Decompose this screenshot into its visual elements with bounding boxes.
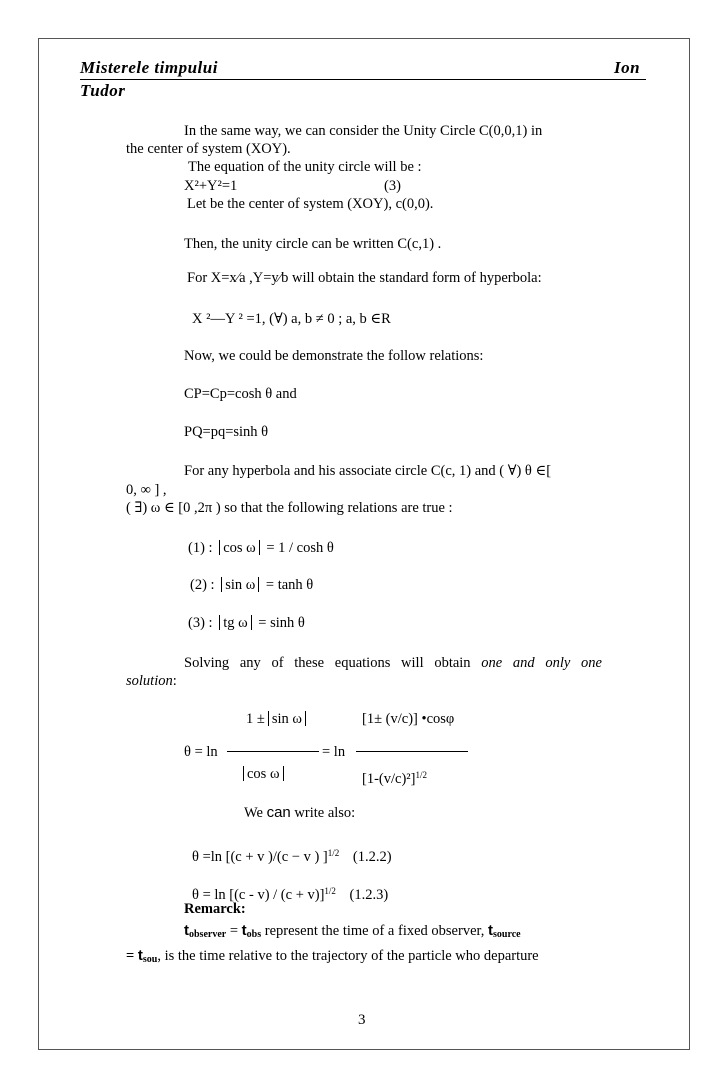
paragraph-line: Then, the unity circle can be written C(c,1) . [184, 236, 442, 252]
remark-title: Remarck: [184, 901, 246, 917]
relation-2 [190, 576, 313, 594]
paragraph-line: 0, ∞ ] , [126, 482, 167, 498]
page-number: 3 [358, 1012, 366, 1028]
paragraph-line: For any hyperbola and his associate circle C(c, 1) and ( ∀) θ ∈[ [184, 463, 552, 479]
relation-value: = 1 / cosh θ [266, 540, 334, 556]
fraction-numerator-right: [1± (v/c)] •cosφ [362, 711, 455, 727]
equation-cp: CP=Cp=cosh θ and [184, 386, 297, 402]
paragraph-line: Now, we could be demonstrate the follow relations: [184, 348, 484, 364]
fraction-numerator-left: 1 ± sin ω [246, 710, 309, 728]
paragraph-line: Solving any of these equations will obtain one and only one [184, 655, 602, 671]
relation-1 [188, 539, 334, 557]
fraction-bar-left [227, 751, 319, 752]
equals-ln: = ln [322, 744, 346, 760]
paragraph-line: We can write also: [244, 804, 356, 821]
relation-value: = sinh θ [258, 615, 305, 631]
paragraph-line: the center of system (XOY). [126, 141, 291, 157]
remark-line: = $t_{sou}$, is the time relative to the trajectory of the particle who departure [126, 947, 539, 965]
equation-number: (1.2.2) [352, 849, 392, 865]
paragraph-line: ( ∃) ω ∈ [0 ,2π ) so that the following relations are true : [126, 500, 453, 516]
paragraph-line: The equation of the unity circle will be : [188, 159, 422, 175]
relation-3 [188, 614, 305, 632]
equation-pq: PQ=pq=sinh θ [184, 424, 269, 440]
paragraph-line: For X=x∕a ,Y=y∕b will obtain the standard form of hyperbola: [187, 270, 542, 286]
fraction-denominator-left: cos ω [240, 765, 287, 783]
equation-number: (1.2.3) [349, 887, 389, 903]
header-author-surname: Ion [614, 58, 641, 77]
equation-1-2-3: $\theta = \ln [(c - v) / (c + v)]^{1/2}$ (1.2.3) [192, 886, 389, 903]
header-title: Misterele timpului [80, 58, 218, 77]
relation-expr: sin ω [225, 577, 256, 593]
relation-expr: cos ω [223, 540, 256, 556]
fraction-denominator-right: $[1-(v/c)^2]^{1/2}$ [362, 770, 427, 787]
theta-equals: θ = ln [184, 744, 218, 760]
emphasis: one and only one [481, 655, 602, 671]
header-underline [80, 79, 646, 80]
relation-expr: tg ω [223, 615, 248, 631]
paragraph-line: solution: [126, 673, 177, 689]
relation-label: (2) : [190, 577, 215, 593]
equation-hyperbola: X ²—Y ² =1, (∀) a, b ≠ 0 ; a, b ∈R [192, 311, 391, 327]
paragraph-line: In the same way, we can consider the Unity Circle C(0,0,1) in [184, 123, 543, 139]
relation-label: (1) : [188, 540, 213, 556]
equation-1-2-2: θ =ln [(c + v )/(c − v ) ]$^{1/2}$ (1.2.2) [192, 848, 392, 865]
paragraph-line: Let be the center of system (XOY), c(0,0). [187, 196, 434, 212]
fraction-bar-right [356, 751, 468, 752]
remark-line: $t_{observer} = t_{obs}$ represent the time of a fixed observer, $t_{source}$ [184, 922, 521, 940]
header-author-name: Tudor [80, 81, 126, 100]
equation-number: (3) [384, 178, 401, 194]
relation-value: = tanh θ [265, 577, 314, 593]
equation-circle: X²+Y²=1 [184, 178, 238, 194]
relation-label: (3) : [188, 615, 213, 631]
